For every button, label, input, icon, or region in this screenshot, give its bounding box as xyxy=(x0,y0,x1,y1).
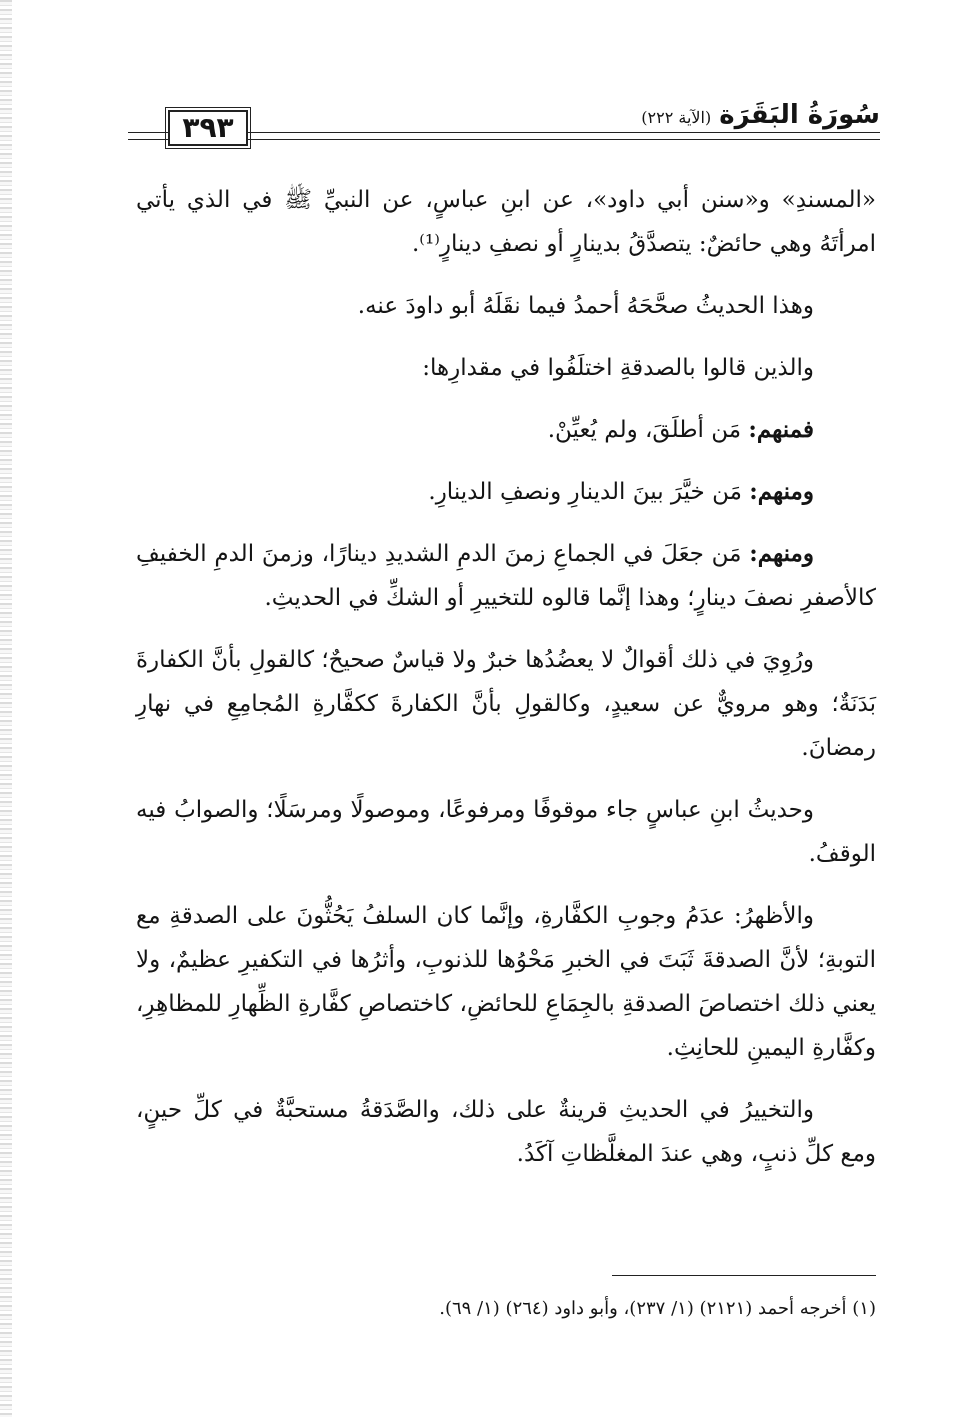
paragraph xyxy=(136,532,876,620)
page-number: ٣٩٣ xyxy=(168,110,248,146)
paragraph xyxy=(136,346,876,390)
paragraph xyxy=(136,894,876,1070)
page-header xyxy=(128,96,880,156)
paragraph-lead: ومنهم: xyxy=(749,540,814,567)
surah-name: سُورَةُ البَقَرَة xyxy=(719,100,880,130)
running-title xyxy=(631,100,880,130)
paragraph-text: والذين قالوا بالصدقةِ اختلَفُوا في مقدارِها: xyxy=(422,355,814,381)
paragraph xyxy=(136,178,876,266)
paragraph-text: وحديثُ ابنِ عباسٍ جاء موقوفًا ومرفوعًا، وموصولًا ومرسَلًا؛ والصوابُ فيه الوقفُ. xyxy=(136,797,876,867)
paragraph-text: ورُوِيَ في ذلك أقوالٌ لا يعضُدُها خبرٌ ولا قياسٌ صحيحٌ؛ كالقولِ بأنَّ الكفارةَ بَدَنَةٌ؛ وهو مرويٌّ عن سعيدٍ، وكالقولِ بأنَّ الكفارةَ ككفَّارةِ المُجامِعِ في نهارِ رمضانَ. xyxy=(136,647,876,761)
paragraph-text: مَن أطلَقَ، ولم يُعيِّنْ. xyxy=(547,417,742,443)
footnote-rule xyxy=(612,1275,876,1276)
paragraph-text: وهذا الحديثُ صحَّحَهُ أحمدُ فيما نقَلَهُ أبو داودَ عنه. xyxy=(357,293,814,319)
footnote: (١) أخرجه أحمد (٢١٢١) (١/ ٢٣٧)، وأبو داود (٢٦٤) (١/ ٦٩). xyxy=(439,1298,876,1319)
paragraph-lead: فمنهم: xyxy=(748,416,814,443)
scan-edge xyxy=(0,0,12,1417)
paragraph xyxy=(136,1088,876,1176)
paragraph-text: «المسندِ» و«سنن أبي داود»، عن ابنِ عباسٍ، عن النبيِّ ﷺ في الذي يأتي امرأتَهُ وهي حائضٌ: يتصدَّقُ بدينارٍ أو نصفِ دينارٍ⁽¹⁾. xyxy=(136,187,876,257)
body-text xyxy=(136,178,876,1194)
paragraph-text: مَن خيَّرَ بينَ الدينارِ ونصفِ الدينارِ. xyxy=(428,479,742,505)
paragraph xyxy=(136,788,876,876)
paragraph-text: مَن جعَلَ في الجماعِ زمنَ الدمِ الشديدِ دينارًا، وزمنَ الدمِ الخفيفِ كالأصفرِ نصفَ دينارٍ؛ وهذا إنَّما قالوه للتخييرِ أو الشكِّ في الحديثِ. xyxy=(136,541,876,611)
paragraph xyxy=(136,284,876,328)
paragraph-text: والتخييرُ في الحديثِ قرينةٌ على ذلك، والصَّدَقةُ مستحبَّةٌ في كلِّ حينٍ، ومع كلِّ ذنبٍ، وهي عندَ المغلَّظاتِ آكَدُ. xyxy=(136,1097,876,1167)
paragraph xyxy=(136,470,876,514)
verse-reference: (الآية ٢٢٢) xyxy=(641,108,712,127)
paragraph xyxy=(136,638,876,770)
paragraph xyxy=(136,408,876,452)
paragraph-text: والأظهرُ: عدَمُ وجوبِ الكفَّارةِ، وإنَّما كان السلفُ يَحُثُّونَ على الصدقةِ مع التوبةِ؛ لأنَّ الصدقةَ ثَبَتَ في الخبرِ مَحْوُها للذنوبِ، وأثرُها في التكفيرِ عظيمٌ، ولا يعني ذلك اختصاصَ الصدقةِ بالجِمَاعِ للحائضِ، كاختصاصِ كفَّارةِ الظِّهارِ للمظاهِرِ، وكفَّارةِ اليمينِ للحانِثِ. xyxy=(136,903,876,1061)
paragraph-lead: ومنهم: xyxy=(749,478,814,505)
